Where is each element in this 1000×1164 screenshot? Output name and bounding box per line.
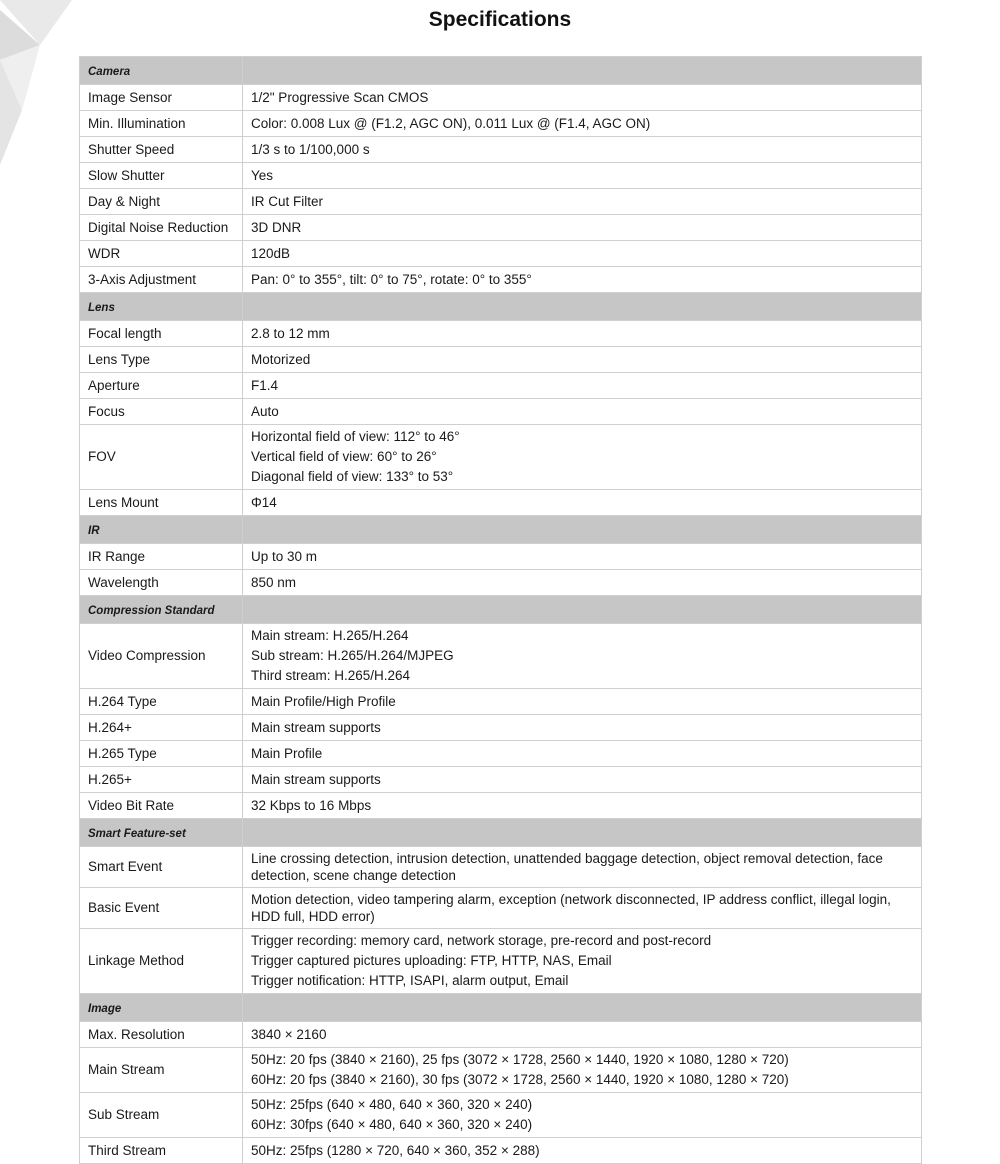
spec-row: [80, 741, 922, 767]
spec-row: [80, 215, 922, 241]
spec-value-line: Main stream supports: [251, 771, 381, 787]
spec-row: [80, 624, 922, 689]
spec-label: Aperture: [80, 373, 243, 399]
section-header: [80, 516, 922, 544]
spec-value-line: Trigger notification: HTTP, ISAPI, alarm output, Email: [251, 973, 569, 988]
section-header: [80, 819, 922, 847]
spec-value: [243, 189, 922, 215]
section-header: [80, 994, 922, 1022]
spec-value-line: Diagonal field of view: 133° to 53°: [251, 469, 454, 484]
section-title: Lens: [80, 293, 243, 321]
spec-value-line: Main stream: H.265/H.264: [251, 628, 409, 643]
spec-label: Basic Event: [80, 888, 243, 929]
spec-label: Max. Resolution: [80, 1022, 243, 1048]
spec-value: [243, 929, 922, 994]
page-title: Specifications: [428, 8, 572, 31]
spec-row: [80, 1048, 922, 1093]
spec-value-line: Main stream supports: [251, 719, 381, 735]
spec-row: [80, 570, 922, 596]
section-header-blank: [243, 57, 922, 85]
spec-row: [80, 373, 922, 399]
section-title: Image: [80, 994, 243, 1022]
spec-label: Image Sensor: [80, 85, 243, 111]
spec-row: [80, 793, 922, 819]
spec-label: H.264+: [80, 715, 243, 741]
spec-value: [243, 544, 922, 570]
spec-row: [80, 85, 922, 111]
spec-row: [80, 715, 922, 741]
section-title: Compression Standard: [80, 596, 243, 624]
spec-value: [243, 689, 922, 715]
section-title: Camera: [80, 57, 243, 85]
spec-value-line: Auto: [251, 403, 279, 419]
spec-value: [243, 570, 922, 596]
spec-value: [243, 1022, 922, 1048]
spec-row: [80, 929, 922, 994]
spec-value-line: Horizontal field of view: 112° to 46°: [251, 429, 460, 444]
spec-row: [80, 163, 922, 189]
spec-value: [243, 163, 922, 189]
spec-label: Lens Mount: [80, 490, 243, 516]
spec-value-line: 50Hz: 20 fps (3840 × 2160), 25 fps (3072 × 1728, 2560 × 1440, 1920 × 1080, 1280 × 720): [251, 1052, 789, 1067]
spec-value-line: Yes: [251, 167, 274, 183]
spec-row: [80, 689, 922, 715]
spec-value: [243, 490, 922, 516]
spec-value: [243, 399, 922, 425]
spec-row: [80, 425, 922, 490]
spec-label: Digital Noise Reduction: [80, 215, 243, 241]
spec-label: Video Compression: [80, 624, 243, 689]
spec-row: [80, 399, 922, 425]
spec-value: [243, 1138, 922, 1164]
spec-row: [80, 767, 922, 793]
spec-value: [243, 241, 922, 267]
spec-row: [80, 189, 922, 215]
spec-value: [243, 425, 922, 490]
spec-value-line: 60Hz: 20 fps (3840 × 2160), 30 fps (3072 × 1728, 2560 × 1440, 1920 × 1080, 1280 × 720): [251, 1072, 789, 1087]
spec-label: Wavelength: [80, 570, 243, 596]
spec-value-line: Up to 30 m: [251, 548, 318, 564]
spec-value-line: Φ14: [251, 494, 277, 510]
spec-row: [80, 544, 922, 570]
spec-row: [80, 267, 922, 293]
spec-label: 3-Axis Adjustment: [80, 267, 243, 293]
spec-value: [243, 85, 922, 111]
spec-value: [243, 1093, 922, 1138]
spec-label: Shutter Speed: [80, 137, 243, 163]
spec-label: H.265 Type: [80, 741, 243, 767]
spec-row: [80, 137, 922, 163]
spec-row: [80, 111, 922, 137]
spec-value-line: Main Profile: [251, 745, 323, 761]
spec-value-line: Line crossing detection, intrusion detection, unattended baggage detection, object removal detection, face detection, scene change detection: [251, 851, 883, 883]
section-title: IR: [80, 516, 243, 544]
spec-value: [243, 137, 922, 163]
spec-label: H.264 Type: [80, 689, 243, 715]
spec-value-line: 3840 × 2160: [251, 1026, 327, 1042]
spec-value-line: Vertical field of view: 60° to 26°: [251, 449, 437, 464]
spec-value: [243, 267, 922, 293]
spec-value-line: F1.4: [251, 377, 279, 393]
spec-value-line: Motion detection, video tampering alarm, exception (network disconnected, IP address conflict, illegal login, HDD full, HDD error): [251, 892, 891, 924]
spec-row: [80, 321, 922, 347]
spec-row: [80, 347, 922, 373]
spec-value-line: Color: 0.008 Lux @ (F1.2, AGC ON), 0.011 Lux @ (F1.4, AGC ON): [251, 115, 651, 131]
spec-label: Linkage Method: [80, 929, 243, 994]
section-header: [80, 293, 922, 321]
spec-label: Slow Shutter: [80, 163, 243, 189]
section-header-blank: [243, 596, 922, 624]
spec-value-line: 50Hz: 25fps (1280 × 720, 640 × 360, 352 × 288): [251, 1142, 540, 1158]
section-header-blank: [243, 516, 922, 544]
spec-label: Sub Stream: [80, 1093, 243, 1138]
spec-label: Lens Type: [80, 347, 243, 373]
spec-value: [243, 373, 922, 399]
spec-label: IR Range: [80, 544, 243, 570]
spec-label: Min. Illumination: [80, 111, 243, 137]
spec-value: [243, 793, 922, 819]
spec-value-line: Pan: 0° to 355°, tilt: 0° to 75°, rotate: 0° to 355°: [251, 271, 532, 287]
spec-value-line: 850 nm: [251, 574, 297, 590]
spec-value: [243, 321, 922, 347]
spec-row: [80, 1138, 922, 1164]
spec-value-line: IR Cut Filter: [251, 193, 324, 209]
spec-label: Video Bit Rate: [80, 793, 243, 819]
section-header: [80, 596, 922, 624]
spec-value-line: 32 Kbps to 16 Mbps: [251, 797, 372, 813]
spec-value: [243, 215, 922, 241]
spec-row: [80, 1093, 922, 1138]
spec-value-line: 60Hz: 30fps (640 × 480, 640 × 360, 320 × 240): [251, 1117, 533, 1132]
spec-label: Day & Night: [80, 189, 243, 215]
spec-value: [243, 741, 922, 767]
spec-label: FOV: [80, 425, 243, 490]
spec-label: Focus: [80, 399, 243, 425]
spec-row: [80, 490, 922, 516]
spec-label: Focal length: [80, 321, 243, 347]
spec-row: [80, 847, 922, 888]
spec-value-line: Main Profile/High Profile: [251, 693, 396, 709]
spec-value: [243, 1048, 922, 1093]
section-title: Smart Feature-set: [80, 819, 243, 847]
spec-value-line: Motorized: [251, 351, 311, 367]
spec-value-line: Trigger captured pictures uploading: FTP, HTTP, NAS, Email: [251, 953, 612, 968]
spec-label: WDR: [80, 241, 243, 267]
spec-value: [243, 888, 922, 929]
spec-row: [80, 241, 922, 267]
section-header-blank: [243, 994, 922, 1022]
section-header-blank: [243, 819, 922, 847]
section-header-blank: [243, 293, 922, 321]
spec-label: Smart Event: [80, 847, 243, 888]
spec-value-line: 50Hz: 25fps (640 × 480, 640 × 360, 320 × 240): [251, 1097, 533, 1112]
spec-value: [243, 715, 922, 741]
spec-value-line: Trigger recording: memory card, network storage, pre-record and post-record: [251, 933, 712, 948]
spec-value: [243, 111, 922, 137]
spec-value: [243, 767, 922, 793]
spec-value-line: 2.8 to 12 mm: [251, 325, 330, 341]
spec-value-line: Sub stream: H.265/H.264/MJPEG: [251, 648, 454, 663]
spec-row: [80, 888, 922, 929]
spec-value-line: 1/3 s to 1/100,000 s: [251, 141, 370, 157]
specifications-table: [79, 56, 922, 1164]
spec-value-line: 1/2" Progressive Scan CMOS: [251, 89, 429, 105]
section-header: [80, 57, 922, 85]
spec-value-line: 3D DNR: [251, 219, 302, 235]
spec-value-line: 120dB: [251, 245, 291, 261]
spec-value: [243, 847, 922, 888]
spec-value-line: Third stream: H.265/H.264: [251, 668, 411, 683]
spec-label: Main Stream: [80, 1048, 243, 1093]
spec-value: [243, 624, 922, 689]
spec-value: [243, 347, 922, 373]
spec-label: Third Stream: [80, 1138, 243, 1164]
spec-label: H.265+: [80, 767, 243, 793]
spec-row: [80, 1022, 922, 1048]
